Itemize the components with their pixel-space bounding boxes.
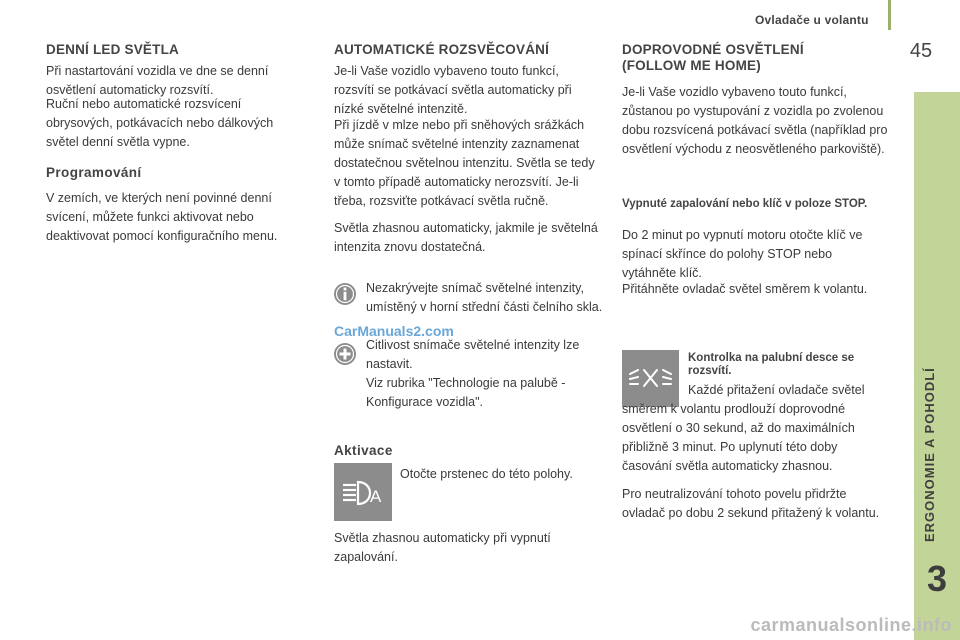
sensor-tip-note-2: Viz rubrika "Technologie na palubě - Konfigurace vozidla". [366, 376, 566, 409]
auto-lights-heading: AUTOMATICKÉ ROZSVĚCOVÁNÍ [334, 42, 550, 57]
follow-me-home-paragraph-1: Je-li Vaše vozidlo vybaveno touto funkcí, zůstanou po vystupování z vozidla po zvolenou dobu rozsvícená potkávací světla (například pro osvětlení východu z neosvětleného parkoviště). [622, 85, 888, 156]
tip-plus-icon [333, 342, 357, 366]
indicator-subheading: Kontrolka na palubní desce se rozsvítí. [688, 352, 855, 377]
follow-me-home-paragraph-5: Pro neutralizování tohoto povelu přidržte ovladač po dobu 2 sekund přitažený k volantu. [622, 487, 880, 520]
programming-paragraph: V zemích, ve kterých není povinné denní svícení, můžete funkci aktivovat nebo deaktivovat pomocí konfiguračního menu. [46, 191, 278, 243]
chapter-number: 3 [926, 558, 948, 599]
auto-lights-paragraph-2: Při jízdě v mlze nebo při sněhových srážkách může snímač světelné intenzity zaznamenat dostatečnou světelnou intenzitu. Světla se tedy v tomto případě automaticky nerozsvítí. Je-li třeba, rozsviťte potkávací světla ručně. [334, 118, 595, 208]
svg-text:A: A [370, 487, 382, 506]
auto-headlamp-icon [334, 463, 392, 521]
programming-heading: Programování [46, 165, 142, 180]
daytime-lights-paragraph-1: Při nastartování vozidla ve dne se denní osvětlení automaticky rozsvítí. [46, 64, 269, 97]
footer-watermark: carmanualsonline.info [750, 615, 952, 635]
chapter-title: ERGONOMIE A POHODLÍ [922, 367, 937, 542]
ignition-off-subheading: Vypnuté zapalování nebo klíč v poloze STOP. [622, 198, 868, 210]
follow-me-home-paragraph-4-text: Každé přitažení ovladače světel směrem k volantu prodlouží doprovodné osvětlení o 30 sekund, až do maximálních přibližně 3 minut. Po uplynutí této doby časování světla automaticky zhasnou. [622, 383, 865, 473]
sensor-tip-note-1: Citlivost snímače světelné intenzity lze nastavit. [366, 338, 580, 371]
daytime-lights-heading: DENNÍ LED SVĚTLA [46, 42, 179, 57]
auto-lights-off-paragraph: Světla zhasnou automaticky při vypnutí zapalování. [334, 531, 551, 564]
follow-me-home-paragraph-4 [622, 381, 890, 476]
info-icon [333, 282, 357, 306]
header-accent-line [888, 0, 891, 30]
auto-lights-paragraph-3: Světla zhasnou automaticky, jakmile je světelná intenzita znovu dostatečná. [334, 221, 598, 254]
follow-me-home-heading: DOPROVODNÉ OSVĚTLENÍ (FOLLOW ME HOME) [622, 42, 804, 73]
page-number: 45 [909, 40, 933, 62]
follow-me-home-paragraph-2: Do 2 minut po vypnutí motoru otočte klíč ve spínací skřínce do polohy STOP nebo vytáhněte klíč. [622, 228, 863, 280]
activation-heading: Aktivace [334, 443, 393, 458]
auto-lights-paragraph-1: Je-li Vaše vozidlo vybaveno touto funkcí, rozsvítí se potkávací světla automaticky při nízké světelné intenzitě. [334, 64, 572, 116]
sensor-info-note: Nezakrývejte snímač světelné intenzity, umístěný v horní střední části čelního skla. [366, 281, 603, 314]
section-title: Ovladače u volantu [755, 13, 869, 27]
follow-me-home-paragraph-3: Přitáhněte ovladač světel směrem k volantu. [622, 282, 868, 296]
carmanuals-watermark: CarManuals2.com [334, 323, 454, 339]
activation-text: Otočte prstenec do této polohy. [400, 467, 573, 481]
daytime-lights-paragraph-2: Ruční nebo automatické rozsvícení obrysových, potkávacích nebo dálkových světel denní světla vypne. [46, 97, 274, 149]
